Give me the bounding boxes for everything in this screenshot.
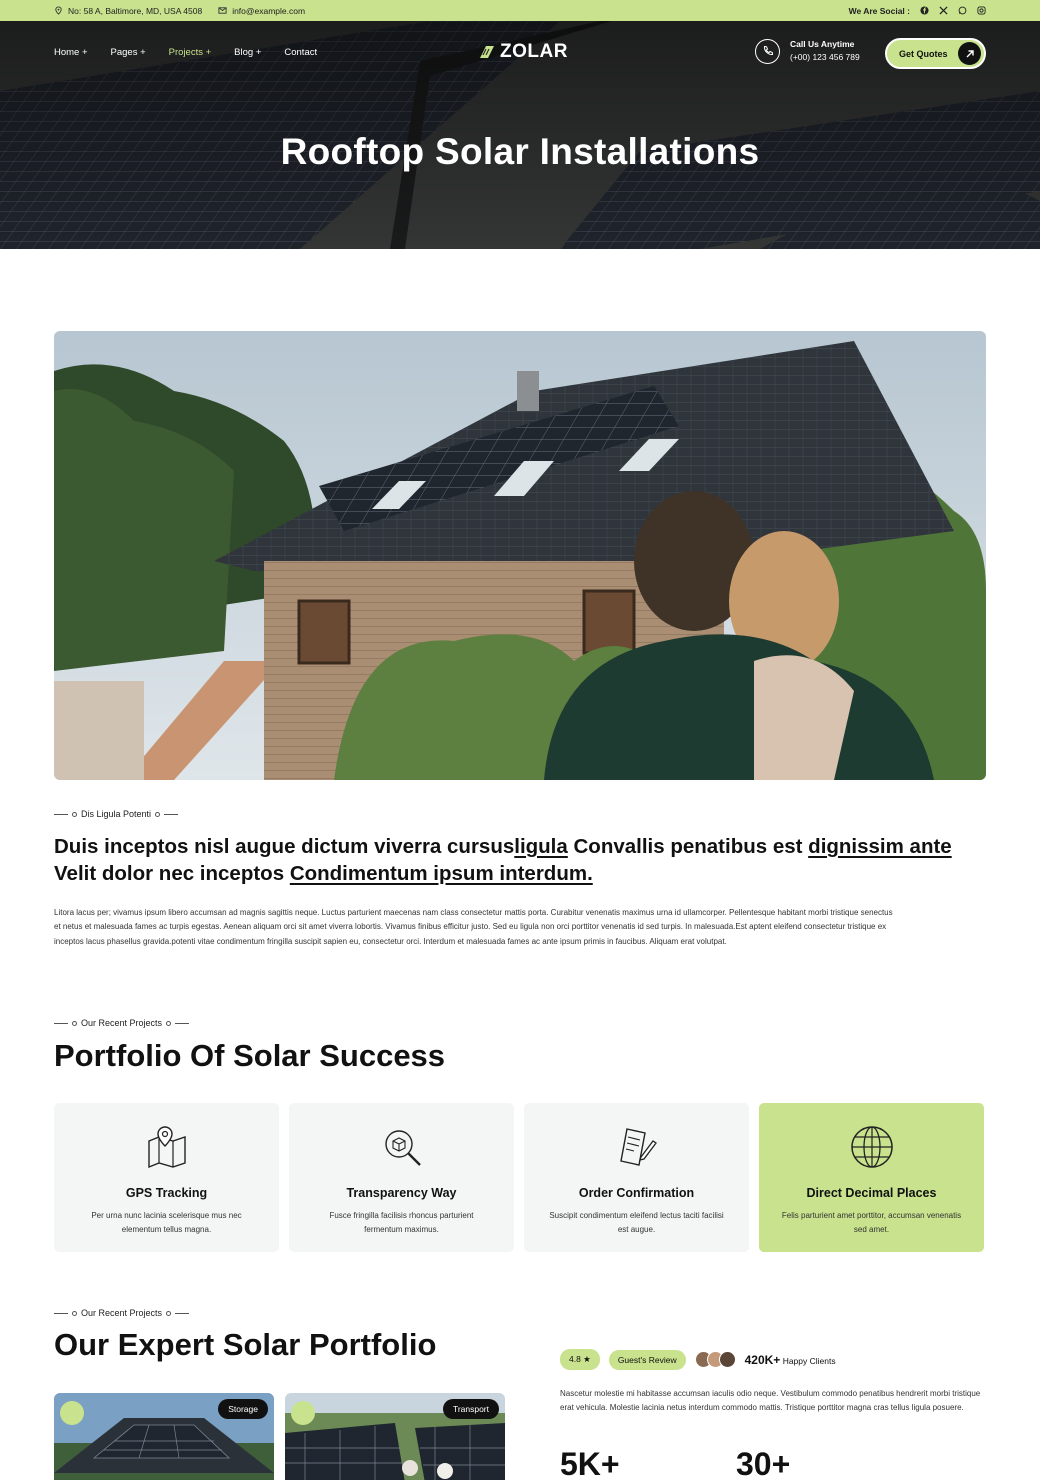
rating-badge: 4.8 ★: [560, 1349, 600, 1370]
page-title: Rooftop Solar Installations: [280, 131, 760, 172]
top-bar: [0, 0, 1040, 21]
nav-pages[interactable]: Pages +: [110, 47, 146, 58]
site-logo[interactable]: [478, 41, 568, 63]
call-block[interactable]: [755, 38, 860, 64]
nav-contact[interactable]: Contact: [284, 47, 318, 58]
review-badge[interactable]: Guest's Review: [609, 1350, 686, 1370]
expert-paragraph: Nascetur molestie mi habitasse accumsan iaculis odio neque. Vestibulum commodo penatibus hendrerit morbi tristique erat vehicula. Molestie lacinia netus interdum commodo mattis. Tristique porttitor magna cras tellus ligula posuere.: [560, 1389, 981, 1413]
feature-cards: [54, 1103, 984, 1252]
email-link[interactable]: info@example.com: [232, 5, 306, 16]
lead-text-1: Duis inceptos nisl augue dictum viverra cursus: [54, 835, 515, 858]
mail-icon: [218, 6, 227, 15]
nav-blog[interactable]: Blog +: [234, 47, 262, 58]
expert-eyebrow-text: Our Recent Projects: [81, 1308, 163, 1318]
nav-home[interactable]: Home +: [54, 47, 88, 58]
feature-card-desc: Per urna nunc lacinia scelerisque mus nec elementum tellus magna.: [91, 1211, 242, 1234]
truck-icon: [60, 1401, 84, 1425]
whatsapp-icon[interactable]: [958, 6, 967, 15]
client-avatars: [695, 1351, 736, 1368]
get-quotes-button[interactable]: [885, 38, 986, 69]
instagram-icon[interactable]: [977, 6, 986, 15]
search-box-icon: [378, 1123, 426, 1171]
feature-card-desc: Suscipit condimentum eleifend lectus taciti facilisi est augue.: [549, 1211, 724, 1234]
feature-card-desc: Felis parturient amet porttitor, accumsan venenatis sed amet.: [781, 1211, 962, 1234]
arrow-up-right-icon: [958, 42, 981, 65]
address-text: No: 58 A, Baltimore, MD, USA 4508: [68, 5, 203, 16]
feature-card-desc: Fusce fringilla facilisis rhoncus parturient fermentum maximus.: [329, 1211, 474, 1234]
feature-card-title: Direct Decimal Places: [806, 1186, 937, 1200]
call-label: Call Us Anytime: [790, 39, 855, 49]
feature-card-title: Transparency Way: [346, 1186, 457, 1200]
review-badges: [560, 1349, 836, 1370]
project-cards: [54, 1393, 505, 1480]
social-label: We Are Social :: [848, 5, 910, 16]
phone-icon: [755, 39, 780, 64]
project-tag: Storage: [218, 1399, 268, 1419]
clients-label: Happy Clients: [782, 1355, 836, 1366]
feature-card-direct[interactable]: [759, 1103, 984, 1252]
feature-card-title: GPS Tracking: [125, 1186, 208, 1200]
intro-paragraph: Litora lacus per; vivamus ipsum libero accumsan ad magnis sagittis neque. Luctus parturient maecenas nam class consectetur mattis porta. Curabitur venenatis maximus urna id ullamcorper. Pellentesque habitant morbi tristique senectus et netus et malesuada fames ac turpis egestas. Aenean aliquam orci sit amet viverra lobortis. Vivamus finibus efficitur justo. Sed eu ligula non orci porttitor venenatis id sed turpis. In malesuada.Est aptent eleifend consectetur tristique ex inceptos lacus phasellus gravida.potenti vitae condimentum fringilla suscipit sapien eu, consectetur orci. Interdum et malesuada fames ac ante ipsum primis in faucibus. Aliquam erat volutpat.: [54, 908, 893, 946]
social-links: [849, 6, 986, 16]
hero-banner: [0, 21, 1040, 249]
intro-eyebrow: [54, 809, 178, 819]
map-pin-icon: [143, 1123, 191, 1171]
stat-years: 30+: [736, 1446, 791, 1480]
portfolio-title: Portfolio Of Solar Success: [54, 1038, 446, 1073]
solar-icon: [291, 1401, 315, 1425]
globe-icon: [848, 1123, 896, 1171]
logo-text: ZOLAR: [500, 41, 568, 62]
clients-number: 420K+: [744, 1352, 781, 1367]
location-icon: [54, 6, 63, 15]
facebook-icon[interactable]: [920, 6, 929, 15]
featured-project-image: [54, 331, 986, 780]
lead-text-3: Velit dolor nec inceptos: [54, 862, 290, 885]
x-twitter-icon[interactable]: [939, 6, 948, 15]
expert-eyebrow: [54, 1308, 189, 1318]
avatar: [719, 1351, 736, 1368]
nav-projects[interactable]: Projects +: [168, 47, 212, 58]
lead-text-2: Convallis penatibus est: [567, 835, 809, 858]
lead-link-1[interactable]: ligula: [514, 835, 568, 858]
portfolio-eyebrow-text: Our Recent Projects: [81, 1018, 163, 1028]
document-pen-icon: [613, 1123, 661, 1171]
project-tag: Transport: [443, 1399, 499, 1419]
email-item[interactable]: [218, 6, 305, 16]
logo-icon: [478, 43, 496, 61]
intro-eyebrow-text: Dis Ligula Potenti: [81, 809, 152, 819]
get-quotes-label: Get Quotes: [899, 48, 948, 59]
expert-title: Our Expert Solar Portfolio: [54, 1327, 437, 1362]
feature-card-gps[interactable]: [54, 1103, 279, 1252]
lead-link-2[interactable]: dignissim ante: [808, 835, 952, 858]
portfolio-eyebrow: [54, 1018, 189, 1028]
project-card-storage[interactable]: [54, 1393, 274, 1480]
project-card-transport[interactable]: [285, 1393, 505, 1480]
clients-count: [745, 1353, 836, 1367]
main-nav: [54, 47, 317, 58]
feature-card-title: Order Confirmation: [578, 1186, 695, 1200]
stat-projects: 5K+: [560, 1446, 620, 1480]
feature-card-transparency[interactable]: [289, 1103, 514, 1252]
address-item: [54, 6, 202, 16]
intro-lead: [54, 833, 974, 887]
call-number[interactable]: (+00) 123 456 789: [790, 52, 860, 62]
lead-link-3[interactable]: Condimentum ipsum interdum.: [289, 862, 593, 885]
feature-card-order[interactable]: [524, 1103, 749, 1252]
